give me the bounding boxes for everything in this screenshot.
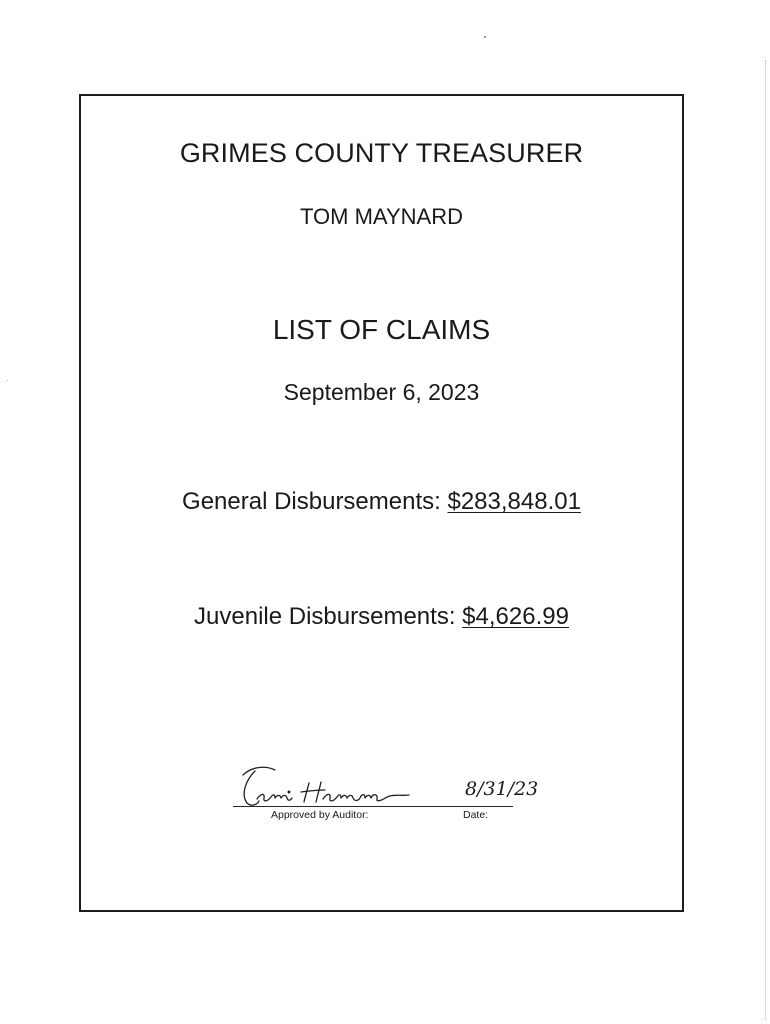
general-disbursements-label: General Disbursements: <box>182 488 441 515</box>
document-date: September 6, 2023 <box>283 379 480 405</box>
signed-date: 8/31/23 <box>465 778 539 800</box>
date-label: Date: <box>463 809 489 821</box>
juvenile-disbursements-label: Juvenile Disbursements: <box>194 603 456 630</box>
auditor-signature <box>231 761 431 809</box>
scan-speck <box>7 380 8 381</box>
juvenile-disbursements-amount: $4,626.99 <box>462 603 569 630</box>
juvenile-disbursements-row <box>81 603 682 631</box>
scan-speck <box>484 36 486 38</box>
general-disbursements-amount: $283,848.01 <box>447 488 581 515</box>
treasurer-office-heading: GRIMES COUNTY TREASURER <box>179 138 584 168</box>
signature-line <box>233 806 513 807</box>
document-title: LIST OF CLAIMS <box>272 314 491 345</box>
approved-by-auditor-label: Approved by Auditor: <box>271 809 369 821</box>
claims-document-frame <box>79 94 684 912</box>
general-disbursements-row <box>81 488 682 516</box>
treasurer-name: TOM MAYNARD <box>300 204 463 229</box>
scan-page-edge <box>765 60 766 1020</box>
